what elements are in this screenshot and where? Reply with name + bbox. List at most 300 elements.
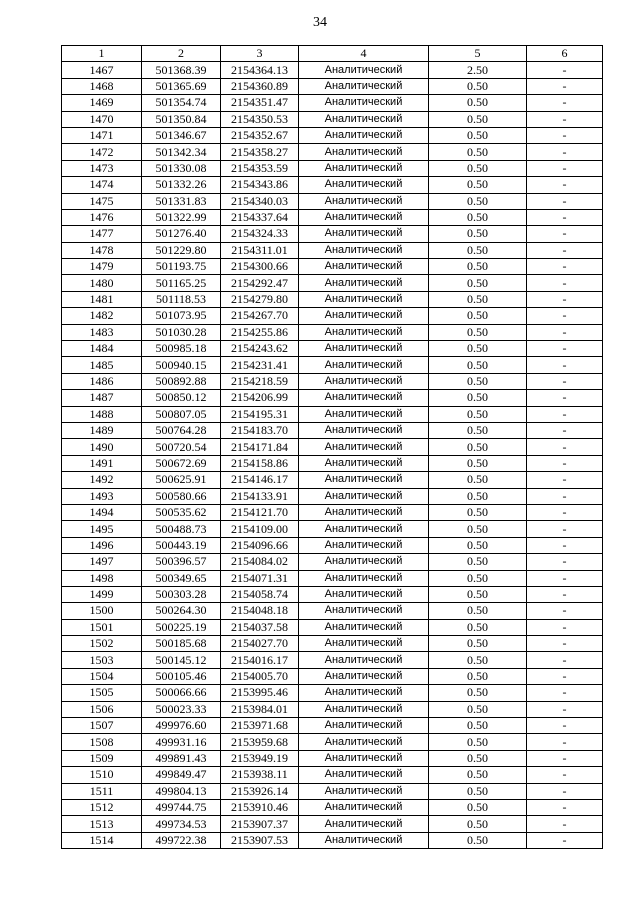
method-cell: Аналитический [299,668,429,684]
x-coordinate-cell: 501030.28 [142,324,221,340]
method-cell: Аналитический [299,652,429,668]
x-coordinate-cell: 500145.12 [142,652,221,668]
accuracy-cell: 0.50 [429,242,527,258]
table-row [62,422,603,438]
x-coordinate-cell: 501073.95 [142,308,221,324]
x-coordinate-cell: 500625.91 [142,472,221,488]
table-row [62,259,603,275]
x-coordinate-cell: 501350.84 [142,111,221,127]
method-cell: Аналитический [299,816,429,832]
accuracy-cell: 0.50 [429,554,527,570]
accuracy-cell: 0.50 [429,750,527,766]
x-coordinate-cell: 501342.34 [142,144,221,160]
table-row [62,570,603,586]
y-coordinate-cell: 2154146.17 [221,472,299,488]
header-row [62,46,603,62]
y-coordinate-cell: 2154027.70 [221,636,299,652]
table-row [62,472,603,488]
y-coordinate-cell: 2153984.01 [221,701,299,717]
note-cell: - [527,504,603,520]
note-cell: - [527,177,603,193]
method-cell: Аналитический [299,619,429,635]
point-number-cell: 1507 [62,718,142,734]
table-row [62,439,603,455]
point-number-cell: 1513 [62,816,142,832]
x-coordinate-cell: 500985.18 [142,341,221,357]
accuracy-cell: 0.50 [429,472,527,488]
note-cell: - [527,357,603,373]
y-coordinate-cell: 2154037.58 [221,619,299,635]
method-cell: Аналитический [299,111,429,127]
table-row [62,357,603,373]
note-cell: - [527,111,603,127]
method-cell: Аналитический [299,177,429,193]
method-cell: Аналитический [299,570,429,586]
note-cell: - [527,652,603,668]
point-number-cell: 1501 [62,619,142,635]
point-number-cell: 1496 [62,537,142,553]
point-number-cell: 1511 [62,783,142,799]
point-number-cell: 1488 [62,406,142,422]
note-cell: - [527,832,603,848]
table-row [62,275,603,291]
point-number-cell: 1504 [62,668,142,684]
table-row [62,718,603,734]
accuracy-cell: 0.50 [429,422,527,438]
y-coordinate-cell: 2153910.46 [221,799,299,815]
x-coordinate-cell: 500225.19 [142,619,221,635]
accuracy-cell: 0.50 [429,324,527,340]
method-cell: Аналитический [299,504,429,520]
point-number-cell: 1482 [62,308,142,324]
note-cell: - [527,586,603,602]
note-cell: - [527,636,603,652]
y-coordinate-cell: 2154324.33 [221,226,299,242]
x-coordinate-cell: 500850.12 [142,390,221,406]
point-number-cell: 1471 [62,127,142,143]
accuracy-cell: 0.50 [429,373,527,389]
method-cell: Аналитический [299,554,429,570]
x-coordinate-cell: 499976.60 [142,718,221,734]
point-number-cell: 1477 [62,226,142,242]
table-row [62,95,603,111]
note-cell: - [527,783,603,799]
method-cell: Аналитический [299,832,429,848]
point-number-cell: 1505 [62,685,142,701]
y-coordinate-cell: 2153971.68 [221,718,299,734]
point-number-cell: 1497 [62,554,142,570]
point-number-cell: 1484 [62,341,142,357]
accuracy-cell: 0.50 [429,193,527,209]
table-body [62,62,603,849]
note-cell: - [527,750,603,766]
table-row [62,455,603,471]
table-row [62,537,603,553]
method-cell: Аналитический [299,160,429,176]
method-cell: Аналитический [299,472,429,488]
note-cell: - [527,488,603,504]
table-row [62,390,603,406]
accuracy-cell: 0.50 [429,111,527,127]
accuracy-cell: 0.50 [429,160,527,176]
y-coordinate-cell: 2154231.41 [221,357,299,373]
accuracy-cell: 0.50 [429,209,527,225]
x-coordinate-cell: 501229.80 [142,242,221,258]
accuracy-cell: 0.50 [429,816,527,832]
page-number: 34 [313,15,327,30]
method-cell: Аналитический [299,422,429,438]
accuracy-cell: 0.50 [429,78,527,94]
accuracy-cell: 0.50 [429,799,527,815]
x-coordinate-cell: 501331.83 [142,193,221,209]
point-number-cell: 1469 [62,95,142,111]
note-cell: - [527,275,603,291]
method-cell: Аналитический [299,521,429,537]
x-coordinate-cell: 501165.25 [142,275,221,291]
table-row [62,685,603,701]
note-cell: - [527,521,603,537]
y-coordinate-cell: 2153959.68 [221,734,299,750]
point-number-cell: 1506 [62,701,142,717]
y-coordinate-cell: 2154300.66 [221,259,299,275]
accuracy-cell: 0.50 [429,652,527,668]
table-row [62,242,603,258]
method-cell: Аналитический [299,78,429,94]
accuracy-cell: 0.50 [429,439,527,455]
table-row [62,127,603,143]
table-row [62,62,603,78]
method-cell: Аналитический [299,357,429,373]
y-coordinate-cell: 2154343.86 [221,177,299,193]
column-header-5: 5 [429,46,527,62]
y-coordinate-cell: 2154084.02 [221,554,299,570]
accuracy-cell: 0.50 [429,537,527,553]
table-row [62,603,603,619]
method-cell: Аналитический [299,406,429,422]
point-number-cell: 1500 [62,603,142,619]
note-cell: - [527,341,603,357]
point-number-cell: 1473 [62,160,142,176]
accuracy-cell: 0.50 [429,718,527,734]
point-number-cell: 1499 [62,586,142,602]
note-cell: - [527,390,603,406]
point-number-cell: 1479 [62,259,142,275]
note-cell: - [527,324,603,340]
y-coordinate-cell: 2154071.31 [221,570,299,586]
method-cell: Аналитический [299,259,429,275]
x-coordinate-cell: 500892.88 [142,373,221,389]
point-number-cell: 1508 [62,734,142,750]
table-row [62,799,603,815]
point-number-cell: 1472 [62,144,142,160]
point-number-cell: 1468 [62,78,142,94]
note-cell: - [527,226,603,242]
point-number-cell: 1494 [62,504,142,520]
x-coordinate-cell: 499931.16 [142,734,221,750]
accuracy-cell: 0.50 [429,357,527,373]
x-coordinate-cell: 501322.99 [142,209,221,225]
x-coordinate-cell: 499891.43 [142,750,221,766]
column-header-3: 3 [221,46,299,62]
y-coordinate-cell: 2153938.11 [221,767,299,783]
method-cell: Аналитический [299,718,429,734]
method-cell: Аналитический [299,242,429,258]
x-coordinate-cell: 499804.13 [142,783,221,799]
accuracy-cell: 0.50 [429,734,527,750]
table-row [62,832,603,848]
accuracy-cell: 0.50 [429,783,527,799]
y-coordinate-cell: 2154218.59 [221,373,299,389]
column-header-1: 1 [62,46,142,62]
y-coordinate-cell: 2154340.03 [221,193,299,209]
note-cell: - [527,291,603,307]
table-row [62,734,603,750]
x-coordinate-cell: 500396.57 [142,554,221,570]
x-coordinate-cell: 500764.28 [142,422,221,438]
table-row [62,160,603,176]
y-coordinate-cell: 2154267.70 [221,308,299,324]
note-cell: - [527,78,603,94]
column-header-2: 2 [142,46,221,62]
note-cell: - [527,537,603,553]
y-coordinate-cell: 2154206.99 [221,390,299,406]
method-cell: Аналитический [299,586,429,602]
y-coordinate-cell: 2154360.89 [221,78,299,94]
x-coordinate-cell: 500264.30 [142,603,221,619]
accuracy-cell: 0.50 [429,127,527,143]
table-row [62,341,603,357]
table-row [62,291,603,307]
table-row [62,636,603,652]
table-row [62,554,603,570]
note-cell: - [527,62,603,78]
x-coordinate-cell: 500066.66 [142,685,221,701]
method-cell: Аналитический [299,127,429,143]
table-row [62,111,603,127]
note-cell: - [527,209,603,225]
table-header [62,46,603,62]
note-cell: - [527,439,603,455]
y-coordinate-cell: 2154311.01 [221,242,299,258]
x-coordinate-cell: 499849.47 [142,767,221,783]
note-cell: - [527,242,603,258]
point-number-cell: 1512 [62,799,142,815]
table-row [62,488,603,504]
accuracy-cell: 0.50 [429,95,527,111]
note-cell: - [527,554,603,570]
table-row [62,668,603,684]
y-coordinate-cell: 2154171.84 [221,439,299,455]
column-header-4: 4 [299,46,429,62]
point-number-cell: 1474 [62,177,142,193]
accuracy-cell: 0.50 [429,406,527,422]
table-row [62,521,603,537]
point-number-cell: 1510 [62,767,142,783]
method-cell: Аналитический [299,701,429,717]
table-row [62,226,603,242]
table-row [62,586,603,602]
y-coordinate-cell: 2154005.70 [221,668,299,684]
table-row [62,783,603,799]
y-coordinate-cell: 2154096.66 [221,537,299,553]
point-number-cell: 1470 [62,111,142,127]
y-coordinate-cell: 2154109.00 [221,521,299,537]
note-cell: - [527,127,603,143]
method-cell: Аналитический [299,488,429,504]
y-coordinate-cell: 2154350.53 [221,111,299,127]
point-number-cell: 1493 [62,488,142,504]
point-number-cell: 1475 [62,193,142,209]
x-coordinate-cell: 500580.66 [142,488,221,504]
point-number-cell: 1485 [62,357,142,373]
point-number-cell: 1487 [62,390,142,406]
accuracy-cell: 0.50 [429,685,527,701]
note-cell: - [527,406,603,422]
x-coordinate-cell: 499734.53 [142,816,221,832]
y-coordinate-cell: 2153995.46 [221,685,299,701]
x-coordinate-cell: 500720.54 [142,439,221,455]
method-cell: Аналитический [299,209,429,225]
accuracy-cell: 2.50 [429,62,527,78]
note-cell: - [527,373,603,389]
x-coordinate-cell: 500443.19 [142,537,221,553]
point-number-cell: 1492 [62,472,142,488]
accuracy-cell: 0.50 [429,636,527,652]
accuracy-cell: 0.50 [429,488,527,504]
note-cell: - [527,259,603,275]
table-row [62,308,603,324]
method-cell: Аналитический [299,373,429,389]
y-coordinate-cell: 2154292.47 [221,275,299,291]
point-number-cell: 1514 [62,832,142,848]
table-row [62,652,603,668]
x-coordinate-cell: 501118.53 [142,291,221,307]
point-number-cell: 1478 [62,242,142,258]
y-coordinate-cell: 2153926.14 [221,783,299,799]
method-cell: Аналитический [299,799,429,815]
point-number-cell: 1502 [62,636,142,652]
method-cell: Аналитический [299,685,429,701]
point-number-cell: 1489 [62,422,142,438]
table-row [62,701,603,717]
note-cell: - [527,685,603,701]
x-coordinate-cell: 500023.33 [142,701,221,717]
x-coordinate-cell: 501330.08 [142,160,221,176]
x-coordinate-cell: 501354.74 [142,95,221,111]
y-coordinate-cell: 2154243.62 [221,341,299,357]
y-coordinate-cell: 2154279.80 [221,291,299,307]
accuracy-cell: 0.50 [429,504,527,520]
table-row [62,750,603,766]
y-coordinate-cell: 2154048.18 [221,603,299,619]
y-coordinate-cell: 2154158.86 [221,455,299,471]
accuracy-cell: 0.50 [429,390,527,406]
y-coordinate-cell: 2154352.67 [221,127,299,143]
note-cell: - [527,701,603,717]
method-cell: Аналитический [299,603,429,619]
accuracy-cell: 0.50 [429,767,527,783]
note-cell: - [527,603,603,619]
point-number-cell: 1476 [62,209,142,225]
note-cell: - [527,144,603,160]
accuracy-cell: 0.50 [429,701,527,717]
method-cell: Аналитический [299,144,429,160]
point-number-cell: 1495 [62,521,142,537]
point-number-cell: 1480 [62,275,142,291]
method-cell: Аналитический [299,226,429,242]
y-coordinate-cell: 2154351.47 [221,95,299,111]
point-number-cell: 1498 [62,570,142,586]
note-cell: - [527,734,603,750]
y-coordinate-cell: 2154183.70 [221,422,299,438]
point-number-cell: 1483 [62,324,142,340]
x-coordinate-cell: 499744.75 [142,799,221,815]
x-coordinate-cell: 501368.39 [142,62,221,78]
table-row [62,144,603,160]
note-cell: - [527,455,603,471]
method-cell: Аналитический [299,341,429,357]
accuracy-cell: 0.50 [429,570,527,586]
note-cell: - [527,767,603,783]
point-number-cell: 1486 [62,373,142,389]
coordinates-table [61,45,603,849]
point-number-cell: 1467 [62,62,142,78]
y-coordinate-cell: 2153907.37 [221,816,299,832]
y-coordinate-cell: 2154058.74 [221,586,299,602]
x-coordinate-cell: 501346.67 [142,127,221,143]
x-coordinate-cell: 500185.68 [142,636,221,652]
note-cell: - [527,95,603,111]
note-cell: - [527,308,603,324]
method-cell: Аналитический [299,537,429,553]
table-row [62,177,603,193]
y-coordinate-cell: 2154195.31 [221,406,299,422]
x-coordinate-cell: 500672.69 [142,455,221,471]
method-cell: Аналитический [299,455,429,471]
y-coordinate-cell: 2154353.59 [221,160,299,176]
note-cell: - [527,570,603,586]
x-coordinate-cell: 500807.05 [142,406,221,422]
x-coordinate-cell: 501365.69 [142,78,221,94]
note-cell: - [527,160,603,176]
x-coordinate-cell: 500349.65 [142,570,221,586]
table-row [62,78,603,94]
x-coordinate-cell: 500303.28 [142,586,221,602]
accuracy-cell: 0.50 [429,668,527,684]
method-cell: Аналитический [299,636,429,652]
accuracy-cell: 0.50 [429,341,527,357]
table-row [62,209,603,225]
accuracy-cell: 0.50 [429,291,527,307]
note-cell: - [527,193,603,209]
x-coordinate-cell: 501276.40 [142,226,221,242]
accuracy-cell: 0.50 [429,832,527,848]
x-coordinate-cell: 500105.46 [142,668,221,684]
point-number-cell: 1481 [62,291,142,307]
table-row [62,619,603,635]
note-cell: - [527,718,603,734]
y-coordinate-cell: 2154121.70 [221,504,299,520]
method-cell: Аналитический [299,750,429,766]
accuracy-cell: 0.50 [429,603,527,619]
table-row [62,406,603,422]
y-coordinate-cell: 2154255.86 [221,324,299,340]
note-cell: - [527,799,603,815]
y-coordinate-cell: 2154337.64 [221,209,299,225]
table-row [62,504,603,520]
note-cell: - [527,472,603,488]
accuracy-cell: 0.50 [429,275,527,291]
